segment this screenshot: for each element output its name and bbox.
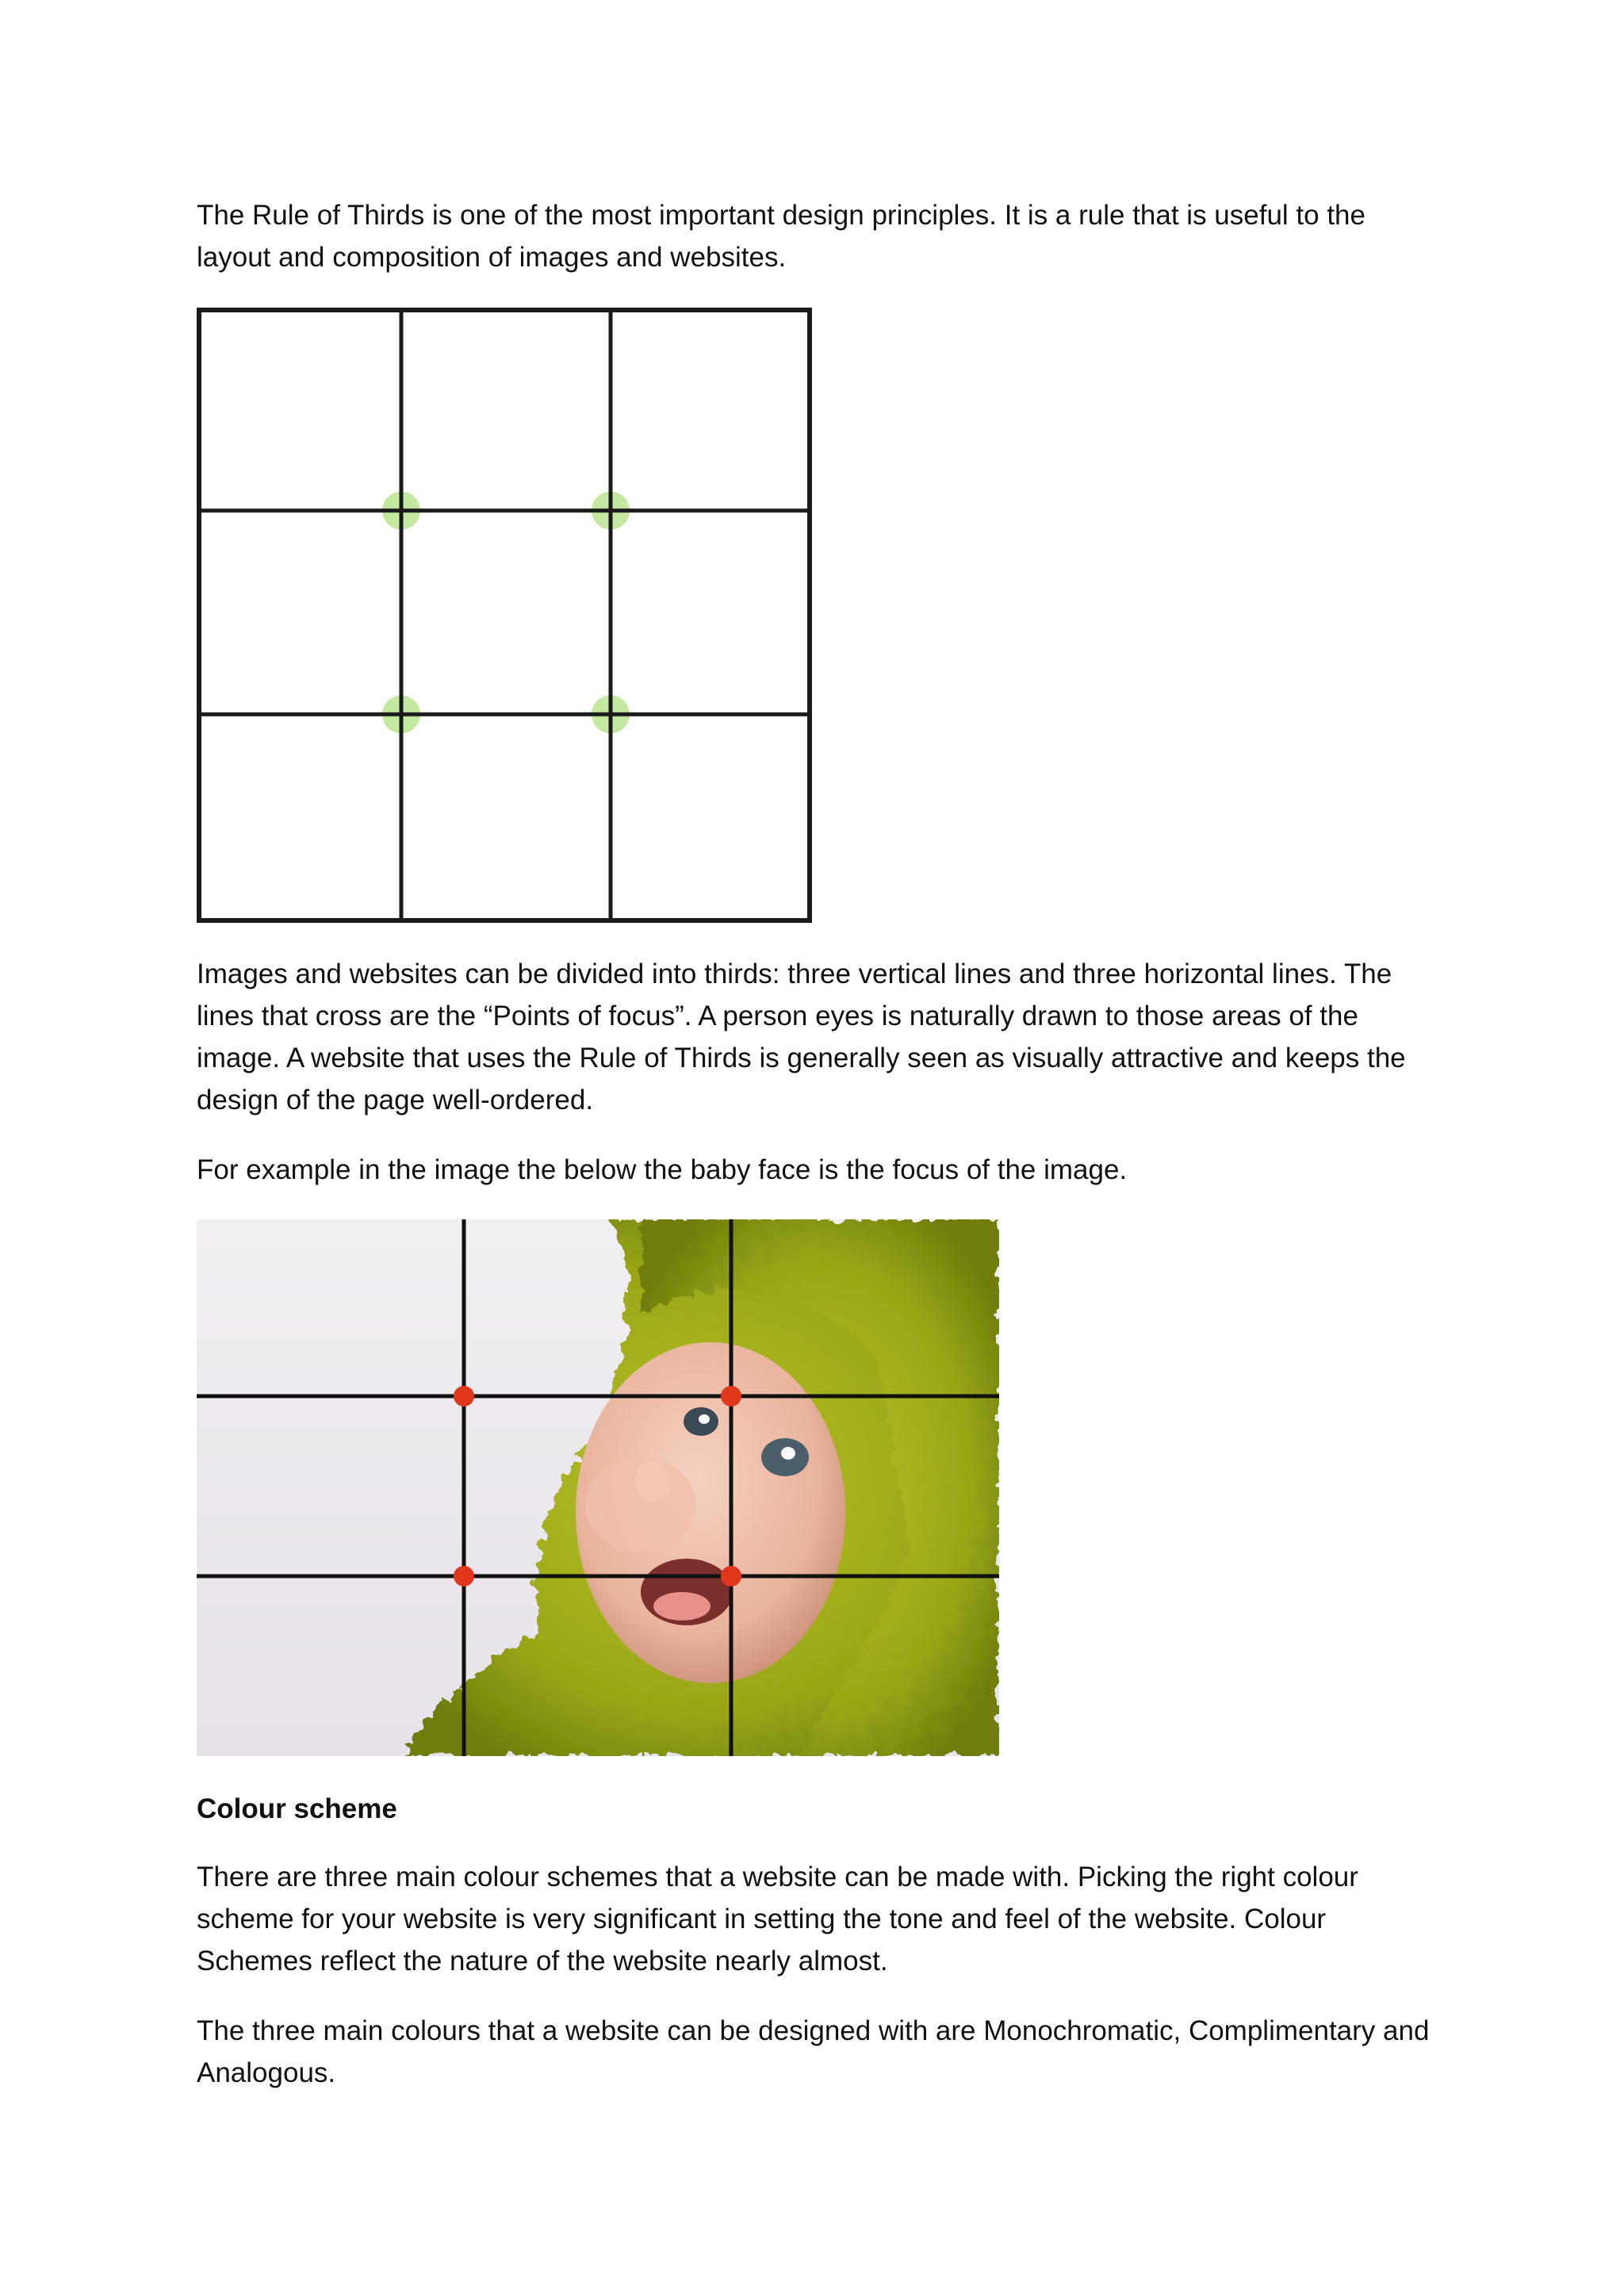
thirds-paragraph: Images and websites can be divided into thirds: three vertical lines and three horizontal lines. The lines that cross are the “Points of focus”. A person eyes is naturally drawn to those areas of the image. A website that uses the Rule of Thirds is generally seen as visually attractive and keeps the design of the page well-ordered. [197, 959, 1406, 1115]
focus-point [721, 1386, 741, 1406]
intro-paragraph: The Rule of Thirds is one of the most important design principles. It is a rule that is useful to the layout and composition of images and websites. [197, 200, 1365, 273]
focus-point [721, 1566, 741, 1586]
colour-scheme-heading: Colour scheme [197, 1793, 397, 1824]
three-colours-paragraph: The three main colours that a website can be designed with are Monochromatic, Complimentary and Analogous. [197, 2015, 1430, 2088]
baby-rule-of-thirds-photo [197, 1219, 999, 1756]
focus-point [454, 1566, 474, 1586]
colour-scheme-paragraph: There are three main colour schemes that a website can be made with. Picking the right colour scheme for your website is very significant in setting the tone and feel of the website. Colour Schemes reflect the nature of the website nearly almost. [197, 1862, 1358, 1976]
focus-point [454, 1386, 474, 1406]
rule-of-thirds-grid-diagram [197, 308, 812, 923]
example-paragraph: For example in the image the below the baby face is the focus of the image. [197, 1154, 1128, 1185]
